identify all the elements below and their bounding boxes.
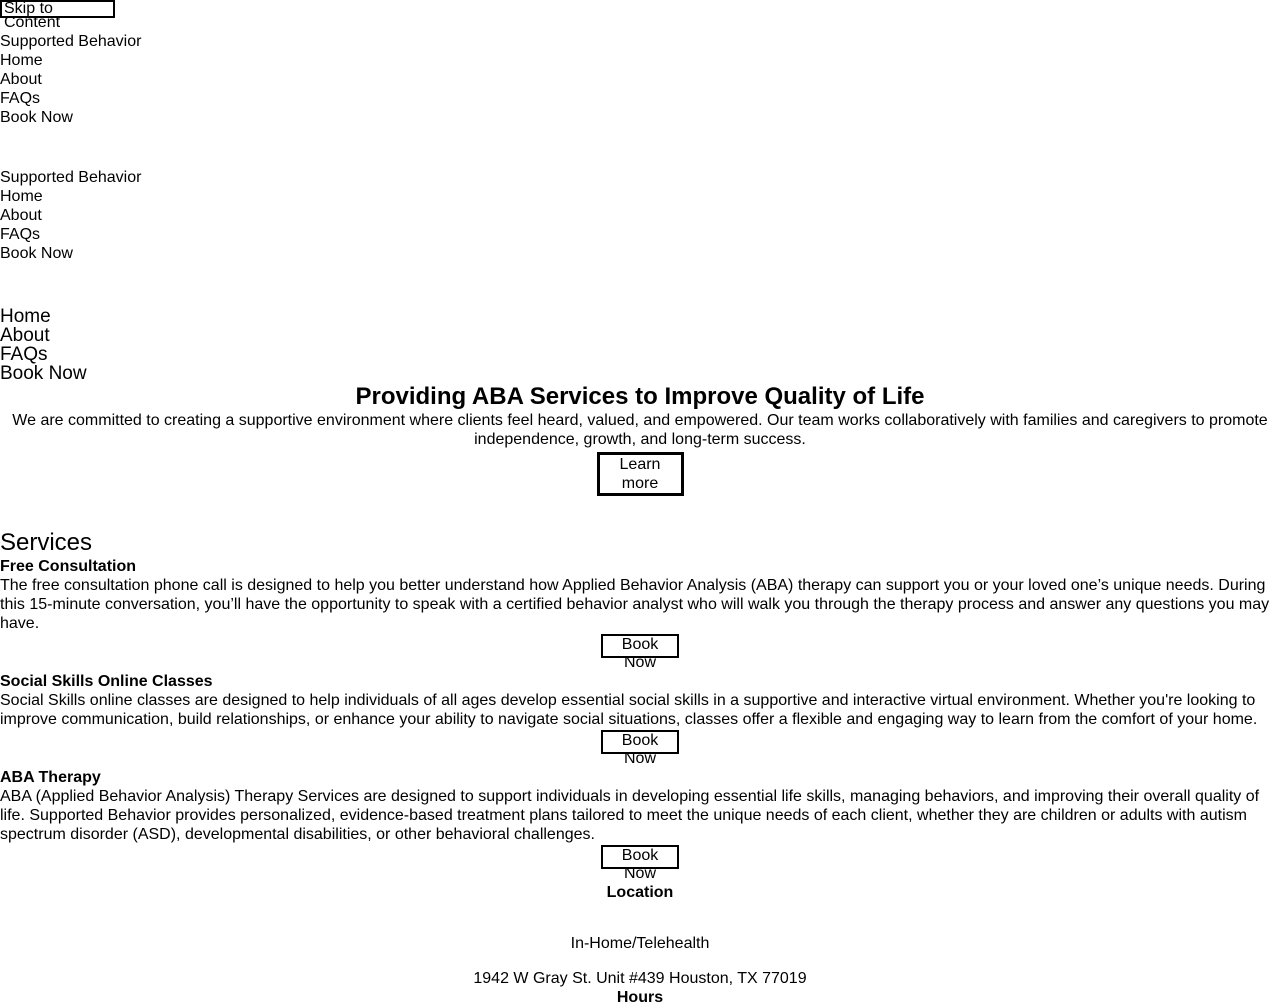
nav-item-home[interactable]: Home (0, 188, 43, 205)
service-item (0, 768, 1280, 883)
location-heading: Location (606, 884, 674, 901)
nav-item-book-now[interactable]: Book Now (0, 245, 73, 262)
hours-heading: Hours (616, 989, 664, 1006)
services-section (0, 529, 1280, 883)
service-item (0, 557, 1280, 672)
brand-link[interactable]: Supported Behavior (0, 33, 142, 50)
mobile-nav (0, 307, 1280, 383)
spacer (0, 263, 1280, 307)
nav-item-faqs[interactable]: FAQs (0, 226, 41, 243)
service-title: ABA Therapy (0, 769, 101, 786)
spacer (0, 496, 1280, 529)
book-now-button[interactable]: Book Now (601, 845, 679, 869)
nav-item-book-now[interactable]: Book Now (0, 109, 73, 126)
nav-item-faqs[interactable]: FAQs (0, 90, 41, 107)
service-button-row (0, 633, 1280, 672)
spacer (0, 953, 1280, 969)
service-description: The free consultation phone call is designed to help you better understand how Applied Behavior Analysis (ABA) therapy can support you or your loved one’s unique needs. During this 15-minute conversation, you’ll have the opportunity to speak with a certified behavior analyst who will walk you through the therapy process and answer any questions you may have. (0, 577, 1270, 632)
brand-link[interactable]: Supported Behavior (0, 169, 142, 186)
hero-text: We are committed to creating a supportive environment where clients feel heard, valued, and empowered. Our team works collaboratively with families and caregivers to promote independence, growth, and long-term success. (12, 412, 1268, 448)
header-primary (0, 32, 1280, 127)
skip-to-content-link[interactable]: Skip to Content (0, 0, 115, 18)
mobile-nav-item-book-now[interactable]: Book Now (0, 363, 87, 384)
service-button-row (0, 844, 1280, 883)
service-description: Social Skills online classes are designed to help individuals of all ages develop essential social skills in a supportive and interactive virtual environment. Whether you're looking to improve communication, build relationships, or enhance your ability to navigate social situations, classes offer a flexible and engaging way to learn from the comfort of your home. (0, 692, 1258, 728)
location-line-1: In-Home/Telehealth (570, 935, 710, 952)
book-now-button[interactable]: Book Now (601, 634, 679, 658)
hero-section (0, 383, 1280, 496)
nav-item-about[interactable]: About (0, 207, 42, 224)
location-address: 1942 W Gray St. Unit #439 Houston, TX 77019 (473, 970, 807, 987)
spacer (0, 127, 1280, 168)
location-section (0, 883, 1280, 1007)
header-secondary (0, 168, 1280, 263)
learn-more-button[interactable]: Learn more (597, 452, 684, 496)
services-heading: Services (0, 529, 93, 556)
mobile-nav-item-about[interactable]: About (0, 325, 50, 346)
service-title: Social Skills Online Classes (0, 673, 213, 690)
service-item (0, 672, 1280, 768)
service-title: Free Consultation (0, 558, 137, 575)
mobile-nav-item-faqs[interactable]: FAQs (0, 344, 48, 365)
service-button-row (0, 729, 1280, 768)
nav-item-home[interactable]: Home (0, 52, 43, 69)
hero-title: Providing ABA Services to Improve Quality of Life (355, 383, 925, 410)
book-now-button[interactable]: Book Now (601, 730, 679, 754)
spacer (0, 902, 1280, 934)
mobile-nav-item-home[interactable]: Home (0, 306, 51, 327)
service-description: ABA (Applied Behavior Analysis) Therapy Services are designed to support individuals in developing essential life skills, managing behaviors, and improving their overall quality of life. Supported Behavior provides personalized, evidence-based treatment plans tailored to meet the unique needs of each client, whether they are children or adults with autism spectrum disorder (ASD), developmental disabilities, or other behavioral challenges. (0, 788, 1260, 843)
nav-item-about[interactable]: About (0, 71, 42, 88)
